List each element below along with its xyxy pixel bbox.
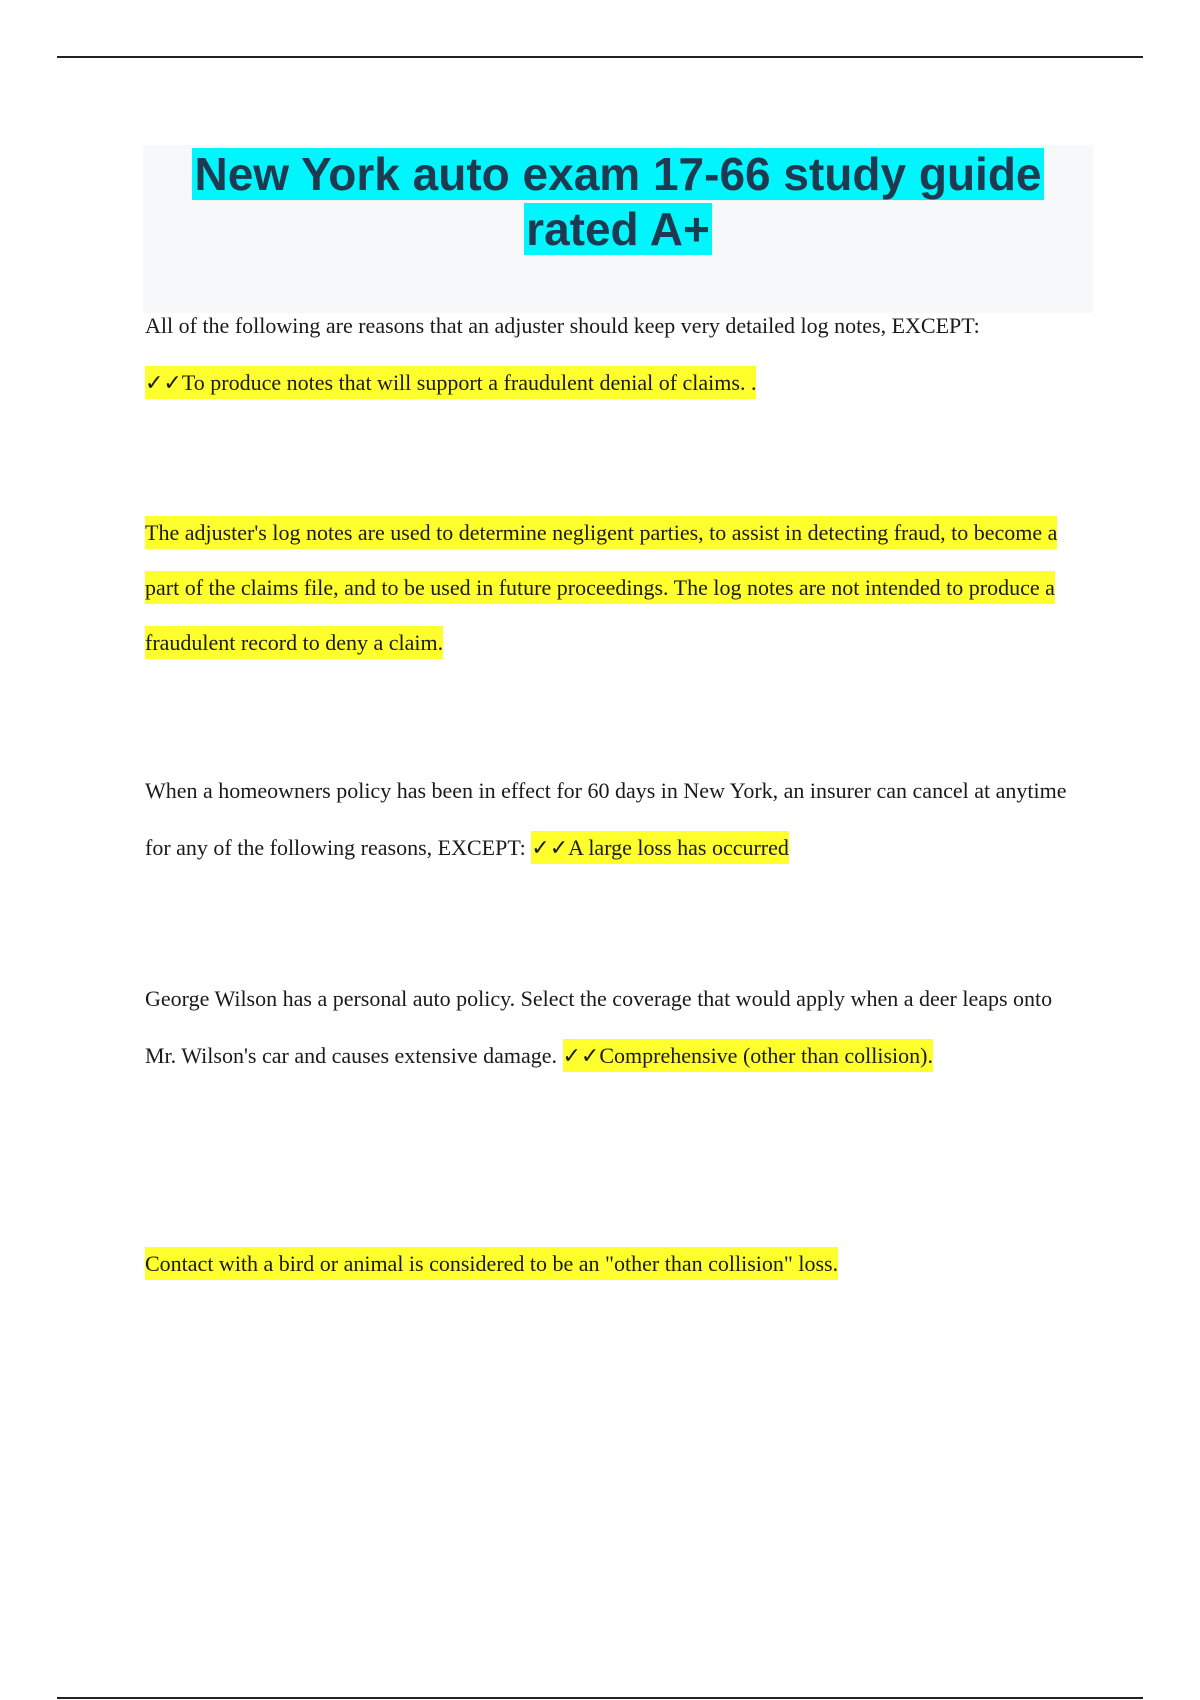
question-2-text: When a homeowners policy has been in effect for 60 days in New York, an insurer can cancel at anytime for any of the following reasons, EXCEPT: (145, 778, 1067, 860)
answer-3: ✓✓Comprehensive (other than collision). (563, 1039, 933, 1072)
answer-1: ✓✓To produce notes that will support a fraudulent denial of claims. . (145, 366, 756, 399)
question-2 (145, 762, 1085, 876)
question-1 (145, 297, 1085, 411)
explanation-1 (145, 505, 1085, 670)
explanation-1-text: The adjuster's log notes are used to determine negligent parties, to assist in detecting fraud, to become a part of the claims file, and to be used in future proceedings. The log notes are not intended to produce a fraudulent record to deny a claim. (145, 516, 1057, 659)
page-title: New York auto exam 17-66 study guide rated A+ (194, 148, 1042, 255)
explanation-2-text: Contact with a bird or animal is considered to be an "other than collision" loss. (145, 1247, 838, 1280)
top-rule (57, 56, 1143, 58)
answer-2: ✓✓A large loss has occurred (531, 831, 789, 864)
bottom-rule (57, 1697, 1143, 1699)
title-banner (143, 145, 1093, 313)
explanation-2 (145, 1235, 1085, 1292)
question-3 (145, 970, 1085, 1084)
question-3-text: George Wilson has a personal auto policy. Select the coverage that would apply when a deer leaps onto Mr. Wilson's car and causes extensive damage. (145, 986, 1053, 1068)
question-1-text: All of the following are reasons that an adjuster should keep very detailed log notes, EXCEPT: (145, 313, 980, 338)
